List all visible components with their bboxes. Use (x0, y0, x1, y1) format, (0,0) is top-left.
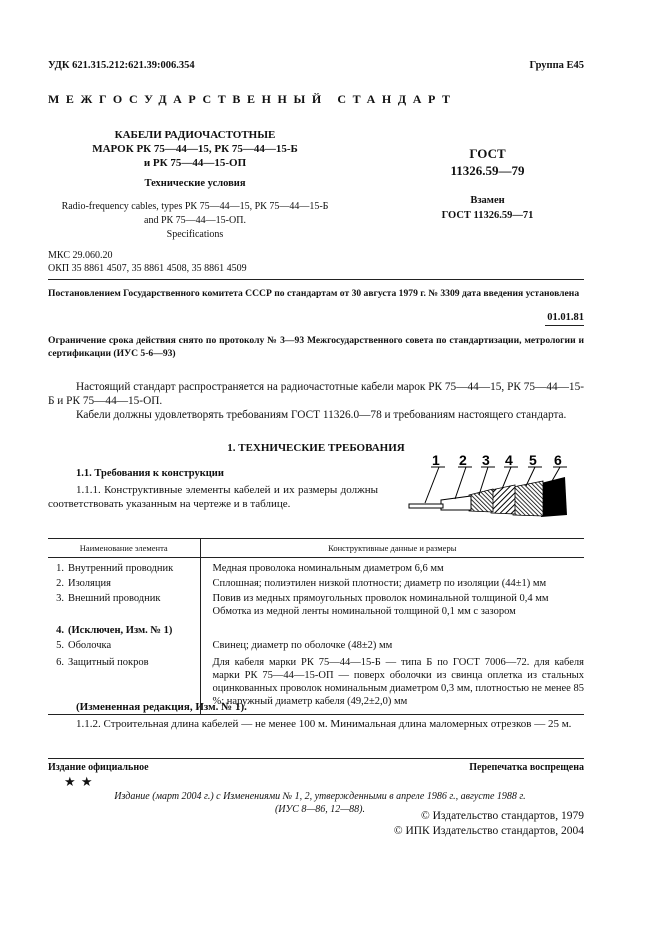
row-number: 1. (56, 563, 64, 574)
replaces-number: ГОСТ 11326.59—71 (441, 210, 534, 221)
title-block (60, 128, 330, 170)
row-number: 2. (56, 578, 64, 589)
row-name: Изоляция (68, 578, 111, 589)
edition-line-1: Издание (март 2004 г.) с Изменениями № 1, 2, утвержденными в апреле 1986 г., августе 1988 г. (114, 791, 526, 802)
cable-diagram (405, 455, 585, 525)
standard-type-text: МЕЖГОСУДАРСТВЕННЫЙ СТАНДАРТ (48, 92, 457, 106)
english-title-line-2: and РК 75—44—15-ОП. (144, 215, 246, 226)
diagram-label-5: 5 (529, 455, 537, 468)
cable-layer-4 (491, 485, 515, 514)
cable-layer-3 (469, 489, 493, 512)
row-name: Внутренний проводник (68, 563, 174, 574)
row-name: Защитный покров (68, 657, 149, 668)
edition-line-2: (ИУС 8—86, 12—88). (274, 804, 366, 815)
subsection-heading: 1.1. Требования к конструкции (76, 468, 224, 479)
row-number: 3. (56, 593, 64, 604)
row-number: 6. (56, 657, 64, 668)
gost-label: ГОСТ (469, 146, 506, 161)
intro-paragraph-2: Кабели должны удовлетворять требованиям ГОСТ 11326.0—78 и требованиям настоящего стандарта. (76, 409, 567, 421)
table-row (48, 575, 584, 590)
table-header-data: Конструктивные данные и размеры (328, 543, 457, 553)
table-row (48, 558, 584, 576)
replaces-label: Взамен (470, 195, 505, 206)
row-number: 5. (56, 640, 64, 651)
table-row (48, 637, 584, 652)
decree-text: Постановлением Государственного комитета СССР по стандартам от 30 августа 1979 г. № 3309 дата введения установлена (48, 288, 580, 299)
table-cell-name (48, 618, 200, 637)
english-title-line-3: Specifications (166, 229, 224, 240)
udk-code: УДК 621.315.212:621.39:006.354 (48, 60, 195, 71)
stars-mark: ★ ★ (64, 774, 94, 789)
cable-layer-5 (513, 481, 543, 516)
english-title (40, 200, 350, 242)
table-header-element: Наименование элемента (48, 539, 200, 558)
cable-layer-6 (541, 477, 567, 517)
title-line-2: МАРОК РК 75—44—15, РК 75—44—15-Б (92, 143, 298, 155)
copyright-2004: © ИПК Издательство стандартов, 2004 (393, 825, 584, 837)
mks-code: МКС 29.060.20 (48, 250, 113, 261)
changed-note: (Измененная редакция, Изм. № 1). (76, 701, 247, 713)
subtitle: Технические условия (144, 178, 246, 189)
row-data: Для кабеля марки РК 75—44—15-Б — типа Б по ГОСТ 7006—72. для кабеля марки РК 75—44—15-ОП — поверх оболочки из свинца оплетка из стальных оцинкованных проволок номинальным диаметром 0,3 мм, плотностью не менее 85 %; наружный диаметр кабеля (49,2±2,0) мм (212, 657, 584, 707)
okp-code: ОКП 35 8861 4507, 35 8861 4508, 35 8861 4509 (48, 263, 247, 274)
table-cell-name (48, 575, 200, 590)
diagram-label-2: 2 (459, 455, 467, 468)
standard-type (48, 92, 588, 107)
date-underline (545, 325, 584, 326)
row-name: Оболочка (68, 640, 112, 651)
diagram-label-3: 3 (482, 455, 490, 468)
table-row (48, 618, 584, 637)
row-number: 4. (56, 625, 64, 636)
replaces-block (410, 193, 565, 223)
gost-number-block (420, 145, 555, 179)
table-cell-name (48, 558, 200, 576)
copyright-1979: © Издательство стандартов, 1979 (420, 810, 584, 822)
footer-divider (48, 758, 584, 759)
restriction-text: Ограничение срока действия снято по протоколу № 3—93 Межгосударственного совета по стандартизации, метрологии и сертификации (ИУС 5-6—93) (48, 335, 584, 359)
introduction-date: 01.01.81 (547, 312, 584, 323)
cable-layer-2 (441, 496, 471, 510)
row-data (200, 618, 584, 637)
copyright-block (394, 809, 584, 839)
intro-paragraph-1: Настоящий стандарт распространяется на радиочастотные кабели марок РК 75—44—15, РК 75—44—15-Б и РК 75—44—15-ОП. (48, 381, 584, 407)
title-line-3: и РК 75—44—15-ОП (143, 157, 247, 169)
row-data: Сплошная; полиэтилен низкой плотности; диаметр по изоляции (44±1) мм (212, 578, 547, 589)
diagram-label-4: 4 (505, 455, 513, 468)
reprint-notice: Перепечатка воспрещена (469, 762, 584, 773)
row-data: Медная проволока номинальным диаметром 6,6 мм (212, 563, 444, 574)
official-edition: Издание официальное (48, 762, 149, 773)
diagram-label-1: 1 (432, 455, 440, 468)
classification-codes (48, 249, 247, 275)
divider (48, 279, 584, 280)
table-cell-name (48, 590, 200, 618)
title-line-1: КАБЕЛИ РАДИОЧАСТОТНЫЕ (114, 129, 276, 141)
paragraph-1-1-2: 1.1.2. Строительная длина кабелей — не менее 100 м. Минимальная длина маломерных отрезков — 25 м. (76, 718, 572, 730)
diagram-label-6: 6 (554, 455, 562, 468)
table-cell-name (48, 637, 200, 652)
paragraph-1-1-1: 1.1.1. Конструктивные элементы кабелей и их размеры должны соответствовать указанным на чертеже и в таблице. (48, 484, 378, 510)
group-code: Группа Е45 (529, 60, 584, 71)
table-row (48, 590, 584, 618)
row-name: (Исключен, Изм. № 1) (68, 625, 173, 636)
construction-table (48, 538, 584, 715)
gost-number: 11326.59—79 (450, 163, 525, 178)
english-title-line-1: Radio-frequency cables, types РК 75—44—15, РК 75—44—15-Б (61, 201, 329, 212)
row-name: Внешний проводник (68, 593, 161, 604)
cable-layer-1 (409, 504, 443, 508)
row-data: Свинец; диаметр по оболочке (48±2) мм (212, 640, 393, 651)
section-heading: 1. ТЕХНИЧЕСКИЕ ТРЕБОВАНИЯ (227, 442, 405, 454)
row-data: Повив из медных прямоугольных проволок номинальной толщиной 0,4 мм Обмотка из медной ленты номинальной толщиной 0,1 мм с зазором (212, 593, 549, 617)
